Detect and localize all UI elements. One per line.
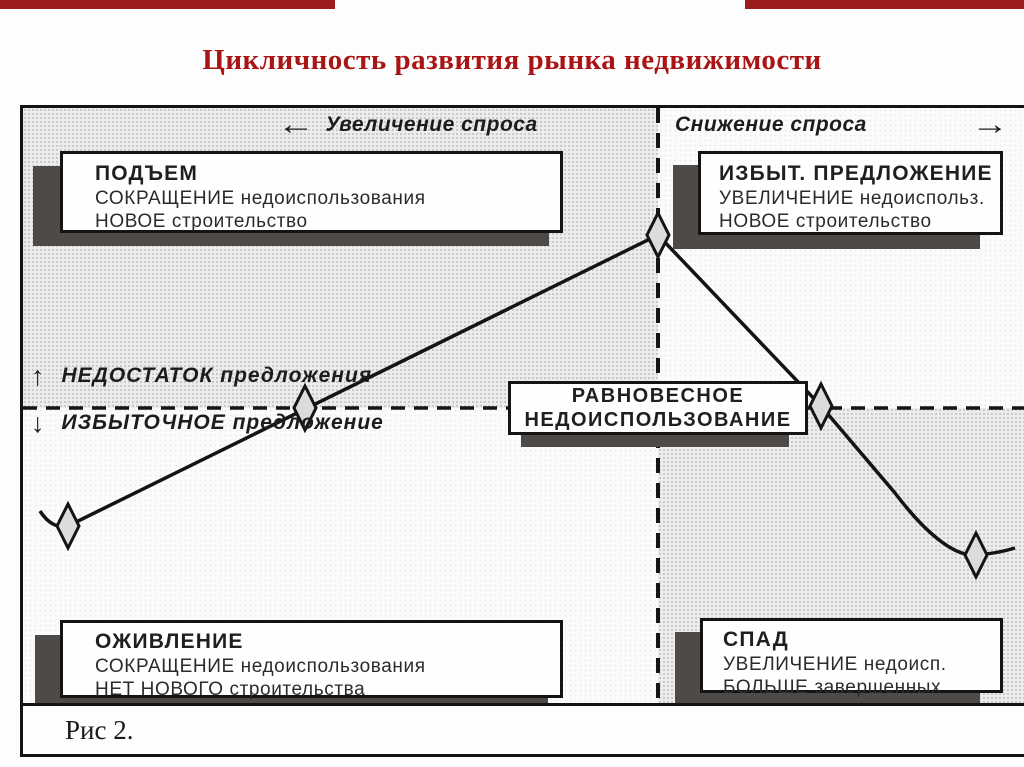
supply-excess-label: ИЗБЫТОЧНОЕ предложение [61, 411, 384, 434]
down-arrow-icon: ↓ [31, 408, 46, 438]
oversupply-title: ИЗБЫТ. ПРЕДЛОЖЕНИЕ [719, 162, 993, 185]
phase-box-decline [700, 618, 1003, 698]
decline-title: СПАД [723, 628, 789, 651]
supply-shortage-label-group [31, 361, 373, 391]
diagram-plot-area [23, 108, 1024, 703]
demand-increase-label: Увеличение спроса [325, 113, 538, 136]
phase-box-oversupply [698, 151, 1003, 235]
decline-line1: УВЕЛИЧЕНИЕ недоисп. [723, 653, 947, 675]
rise-title: ПОДЪЕМ [95, 162, 199, 185]
diamond-marker-recovery-start [57, 504, 79, 548]
figure-caption-strip [23, 703, 1024, 754]
right-arrow-icon: → [970, 108, 1009, 141]
supply-shortage-label: НЕДОСТАТОК предложения [61, 364, 373, 387]
decline-line2: БОЛЬШЕ завершенных [723, 676, 942, 698]
rise-line2: НОВОЕ строительство [95, 210, 308, 232]
recovery-line1: СОКРАЩЕНИЕ недоиспользования [95, 655, 426, 677]
supply-excess-label-group [31, 408, 384, 438]
demand-increase-label-group [277, 108, 538, 141]
recovery-line2: НЕТ НОВОГО строительства [95, 678, 366, 700]
left-arrow-icon: ← [277, 108, 316, 141]
top-border-left [0, 0, 335, 9]
diagram-frame [20, 105, 1024, 757]
diamond-marker-trough [965, 533, 987, 577]
oversupply-line2: НОВОЕ строительство [719, 210, 932, 232]
diamond-marker-decline-equilibrium [810, 384, 832, 428]
phase-box-recovery [60, 620, 563, 698]
demand-decrease-label-group [675, 108, 1009, 141]
up-arrow-icon: ↑ [31, 361, 46, 391]
recovery-title: ОЖИВЛЕНИЕ [95, 630, 244, 653]
equilibrium-line1: РАВНОВЕСНОЕ [571, 384, 745, 407]
rise-line1: СОКРАЩЕНИЕ недоиспользования [95, 187, 426, 209]
oversupply-line1: УВЕЛИЧЕНИЕ недоиспольз. [719, 187, 985, 209]
phase-box-rise [60, 151, 563, 233]
figure-caption: Рис 2. [65, 714, 134, 745]
phase-box-equilibrium [508, 381, 808, 435]
diamond-marker-peak [647, 213, 669, 257]
top-border-right [745, 0, 1024, 9]
slide-title: Цикличность развития рынка недвижимости [202, 44, 822, 76]
equilibrium-line2: НЕДОИСПОЛЬЗОВАНИЕ [524, 409, 792, 431]
demand-decrease-label: Снижение спроса [675, 113, 867, 136]
